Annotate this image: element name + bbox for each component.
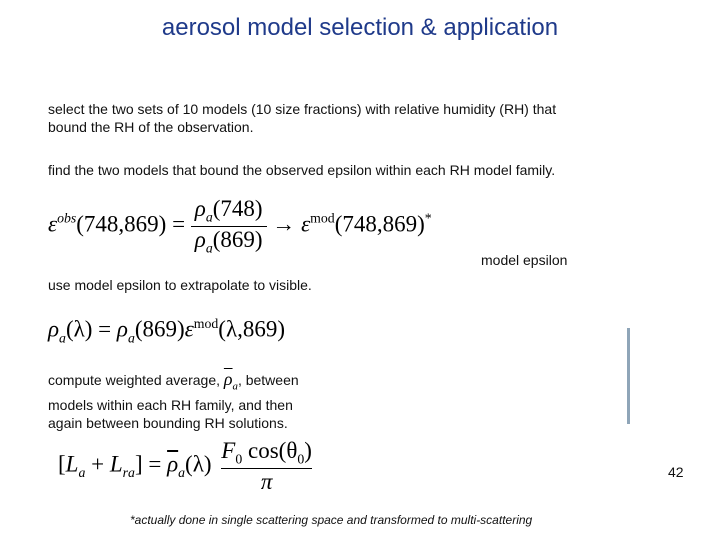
weighted-line-1: compute weighted average, $\overline{\rho}_a$, between	[48, 369, 299, 393]
eq3-denominator: π	[260, 468, 273, 494]
weighted-line-2: models within each RH family, and then	[48, 396, 293, 413]
eq1-arrow: →	[272, 211, 296, 237]
step-weighted-average	[48, 370, 299, 432]
eq1-fraction: $\frac{\rho_a(748)}{\rho_a(869)}$	[191, 196, 267, 256]
intro-line-1: select the two sets of 10 models (10 size fractions) with relative humidity (RH) that	[48, 101, 557, 117]
eq2-mid: (869)	[134, 316, 185, 342]
intro-paragraph	[48, 100, 556, 136]
eq3-fraction: $F_0$ $\cos(\theta_0)$ π	[221, 438, 312, 494]
eq1-lhs-args: (748,869) =	[76, 211, 186, 237]
eq1-denominator: (869)	[212, 226, 263, 252]
step-find-models: find the two models that bound the observed epsilon within each RH model family.	[48, 162, 556, 178]
eq3-arg: (λ)	[185, 451, 212, 477]
equation-rho-lambda: $\rho_a(\lambda) = \rho_a(869)\varepsilon^{mod}(\lambda,869)$	[48, 316, 286, 346]
eq1-asterisk: *	[424, 210, 432, 226]
equation-epsilon-obs: $\varepsilon^{obs}(748,869)$ = $\frac{\rho_a(748)}{\rho_a(869)}$ → $\varepsilon^{mod}(748,869)^*$	[48, 196, 432, 256]
weighted-line-3: again between bounding RH solutions.	[48, 414, 288, 431]
eq1-numerator: (748)	[212, 196, 263, 221]
rho-bar-symbol: $\overline{\rho}_a$	[223, 369, 238, 393]
eq2-rhs: (λ,869)	[218, 316, 286, 342]
slide-title: aerosol model selection & application	[161, 14, 559, 41]
vertical-divider	[627, 328, 630, 424]
page-number: 42	[668, 464, 684, 480]
eq2-lhs: (λ) =	[65, 316, 112, 342]
step-extrapolate: use model epsilon to extrapolate to visible.	[48, 277, 312, 293]
eq1-rhs-args: (748,869)	[334, 211, 425, 237]
intro-line-2: bound the RH of the observation.	[48, 119, 254, 135]
model-epsilon-label: model epsilon	[481, 252, 568, 268]
equation-radiance: $[L_a + L_{ra}] = \overline{\rho}_a(\lambda)$ $F_0$ $\cos(\theta_0)$ π	[58, 438, 316, 495]
footnote: *actually done in single scattering space and transformed to multi-scattering	[130, 513, 533, 527]
